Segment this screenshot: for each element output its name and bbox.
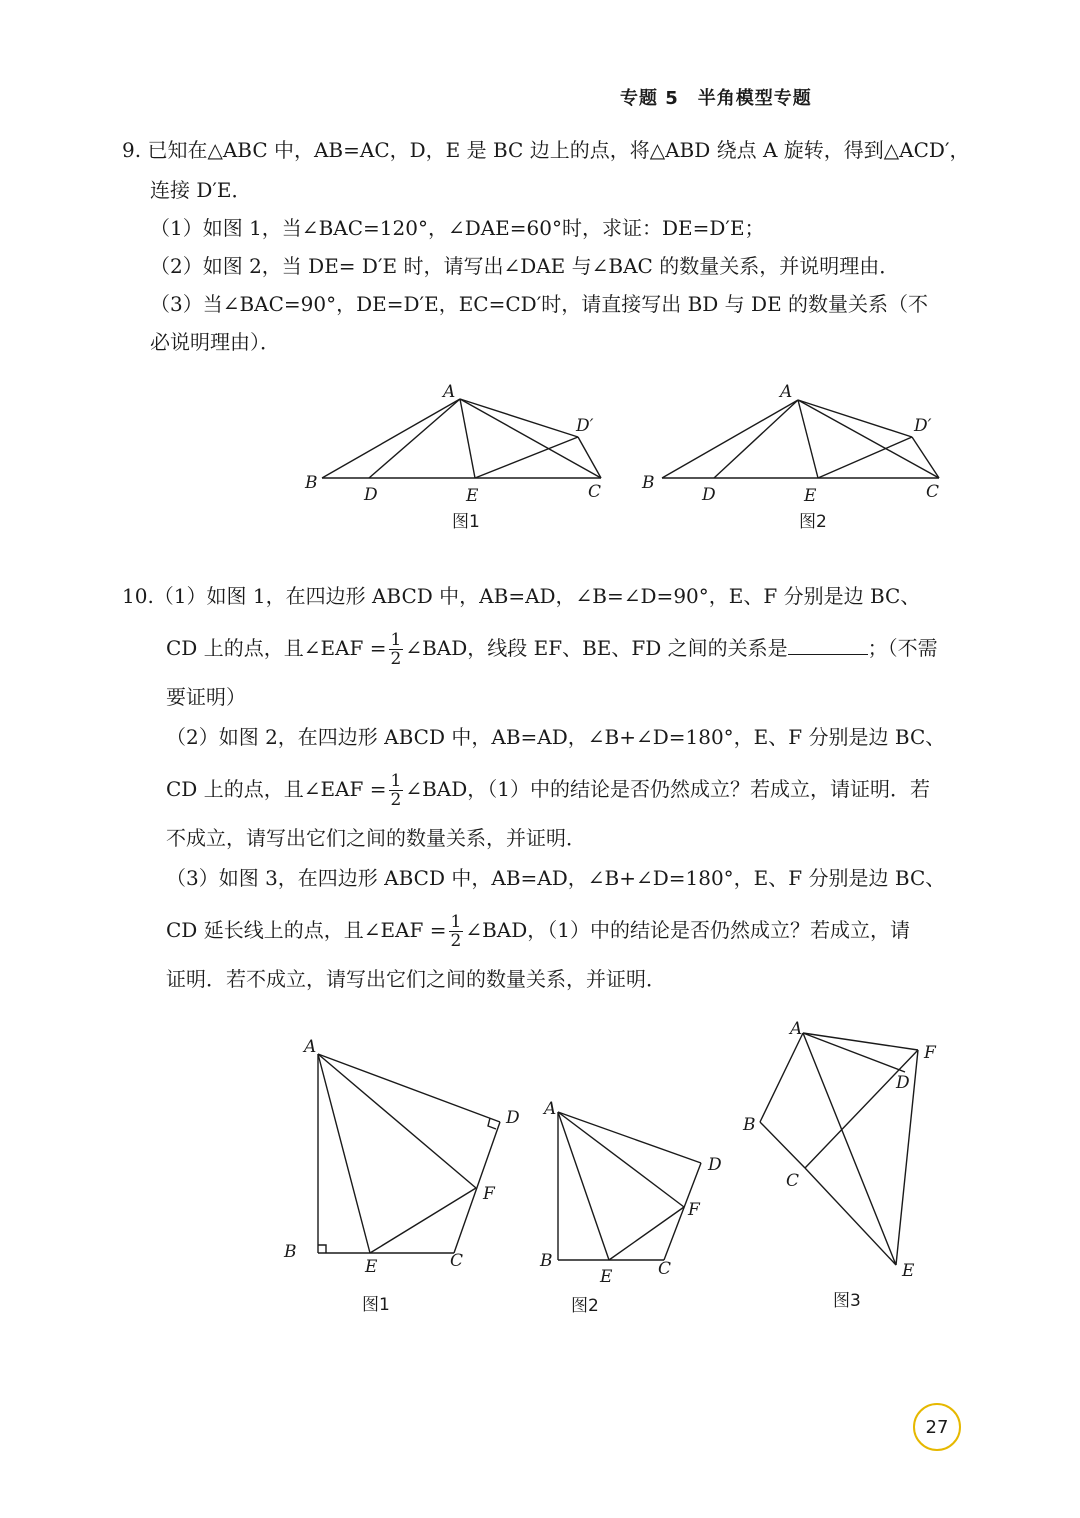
frac-num: 1 — [450, 912, 462, 932]
q10-line9: 证明．若不成立，请写出它们之间的数量关系，并证明． — [166, 967, 666, 991]
q10f3-label-B: B — [743, 1115, 756, 1135]
page-header: 专题 5 半角模型专题 — [620, 88, 812, 109]
q9f2-label-D: D — [702, 485, 716, 505]
q10-line5-b: ∠BAD，（1）中的结论是否仍然成立？若成立，请证明．若 — [405, 777, 930, 801]
q10f1-label-F: F — [483, 1184, 495, 1204]
frac-den: 2 — [450, 931, 462, 951]
q10-line2-b: ∠BAD，线段 EF、BE、FD 之间的关系是 — [405, 636, 788, 660]
q10-line8 — [166, 913, 910, 950]
q10f2-label-B: B — [540, 1251, 553, 1271]
q10f3-label-A: A — [790, 1019, 803, 1039]
q9f1-label-Dp: D′ — [576, 416, 594, 436]
q9-part1: （1）如图 1，当∠BAC=120°，∠DAE=60°时，求证：DE=D′E； — [150, 216, 765, 240]
q9-line1: 9. 已知在△ABC 中，AB=AC，D，E 是 BC 边上的点，将△ABD 绕点 A 旋转，得到△ACD′， — [122, 138, 970, 162]
q9f1-label-B: B — [305, 473, 318, 493]
q9-part2: （2）如图 2，当 DE= D′E 时，请写出∠DAE 与∠BAC 的数量关系，并说明理由． — [150, 254, 900, 278]
q9f1-label-C: C — [588, 482, 602, 502]
q9-fig1-lines — [322, 399, 601, 478]
frac-num: 1 — [390, 630, 402, 650]
q9f2-label-Dp: D′ — [914, 416, 932, 436]
q10-line3: 要证明） — [166, 685, 246, 709]
q10f1-label-D: D — [506, 1108, 520, 1128]
q9-line2: 连接 D′E． — [150, 178, 252, 202]
q9f1-label-D: D — [364, 485, 378, 505]
q9-fig2-caption: 图2 — [799, 512, 827, 532]
fraction-half — [389, 772, 404, 809]
q10-line1: 10.（1）如图 1，在四边形 ABCD 中，AB=AD，∠B=∠D=90°，E、F 分别是边 BC、 — [122, 584, 921, 608]
q10-fig3-lines — [760, 1033, 918, 1265]
q10f3-label-E: E — [902, 1261, 915, 1281]
q9f2-label-B: B — [642, 473, 655, 493]
fraction-half — [449, 913, 464, 950]
q9f2-label-C: C — [926, 482, 940, 502]
q10-line7: （3）如图 3，在四边形 ABCD 中，AB=AD，∠B+∠D=180°，E、F 分别是边 BC、 — [166, 866, 946, 890]
fraction-half — [389, 631, 404, 668]
q10f1-label-A: A — [304, 1037, 317, 1057]
q10f3-label-F: F — [924, 1043, 936, 1063]
q9f1-label-E: E — [466, 486, 479, 506]
frac-den: 2 — [390, 790, 402, 810]
q10f1-label-B: B — [284, 1242, 297, 1262]
q10f2-label-F: F — [688, 1200, 700, 1220]
q10-fig3-caption: 图3 — [833, 1291, 861, 1311]
q10-line2-a: CD 上的点，且∠EAF = — [166, 636, 387, 660]
q10f2-label-D: D — [708, 1155, 722, 1175]
q9-part3a: （3）当∠BAC=90°，DE=D′E，EC=CD′时，请直接写出 BD 与 DE 的数量关系（不 — [150, 292, 929, 316]
frac-den: 2 — [390, 649, 402, 669]
q10f2-label-E: E — [600, 1267, 613, 1287]
q10-line8-b: ∠BAD，（1）中的结论是否仍然成立？若成立，请 — [465, 918, 910, 942]
q10-fig1-caption: 图1 — [362, 1295, 390, 1315]
q10-line2-c: ；（不需 — [867, 636, 938, 660]
q10-line6: 不成立，请写出它们之间的数量关系，并证明． — [166, 826, 586, 850]
q10-fig2-caption: 图2 — [571, 1296, 599, 1316]
frac-num: 1 — [390, 771, 402, 791]
q9f1-label-A: A — [443, 382, 456, 402]
q10-line2 — [166, 631, 938, 668]
q10-fig2-lines — [558, 1112, 701, 1260]
q10f3-label-D: D — [896, 1073, 910, 1093]
q9f2-label-A: A — [780, 382, 793, 402]
q10-fig1-lines — [318, 1054, 500, 1253]
q10-line5-a: CD 上的点，且∠EAF = — [166, 777, 387, 801]
answer-blank — [788, 634, 868, 655]
q9-fig2-lines — [662, 400, 939, 478]
q10f1-label-E: E — [365, 1257, 378, 1277]
q10f3-label-C: C — [786, 1171, 800, 1191]
q10f1-label-C: C — [450, 1251, 464, 1271]
q9f2-label-E: E — [804, 486, 817, 506]
q9-fig1-caption: 图1 — [452, 512, 480, 532]
q10f2-label-A: A — [544, 1099, 557, 1119]
q10f2-label-C: C — [658, 1259, 672, 1279]
q10-line5 — [166, 772, 930, 809]
q10-line8-a: CD 延长线上的点，且∠EAF = — [166, 918, 447, 942]
q9-part3b: 必说明理由）． — [150, 330, 280, 354]
page-number-badge: 27 — [913, 1403, 961, 1451]
q10-line4: （2）如图 2，在四边形 ABCD 中，AB=AD，∠B+∠D=180°，E、F 分别是边 BC、 — [166, 725, 946, 749]
